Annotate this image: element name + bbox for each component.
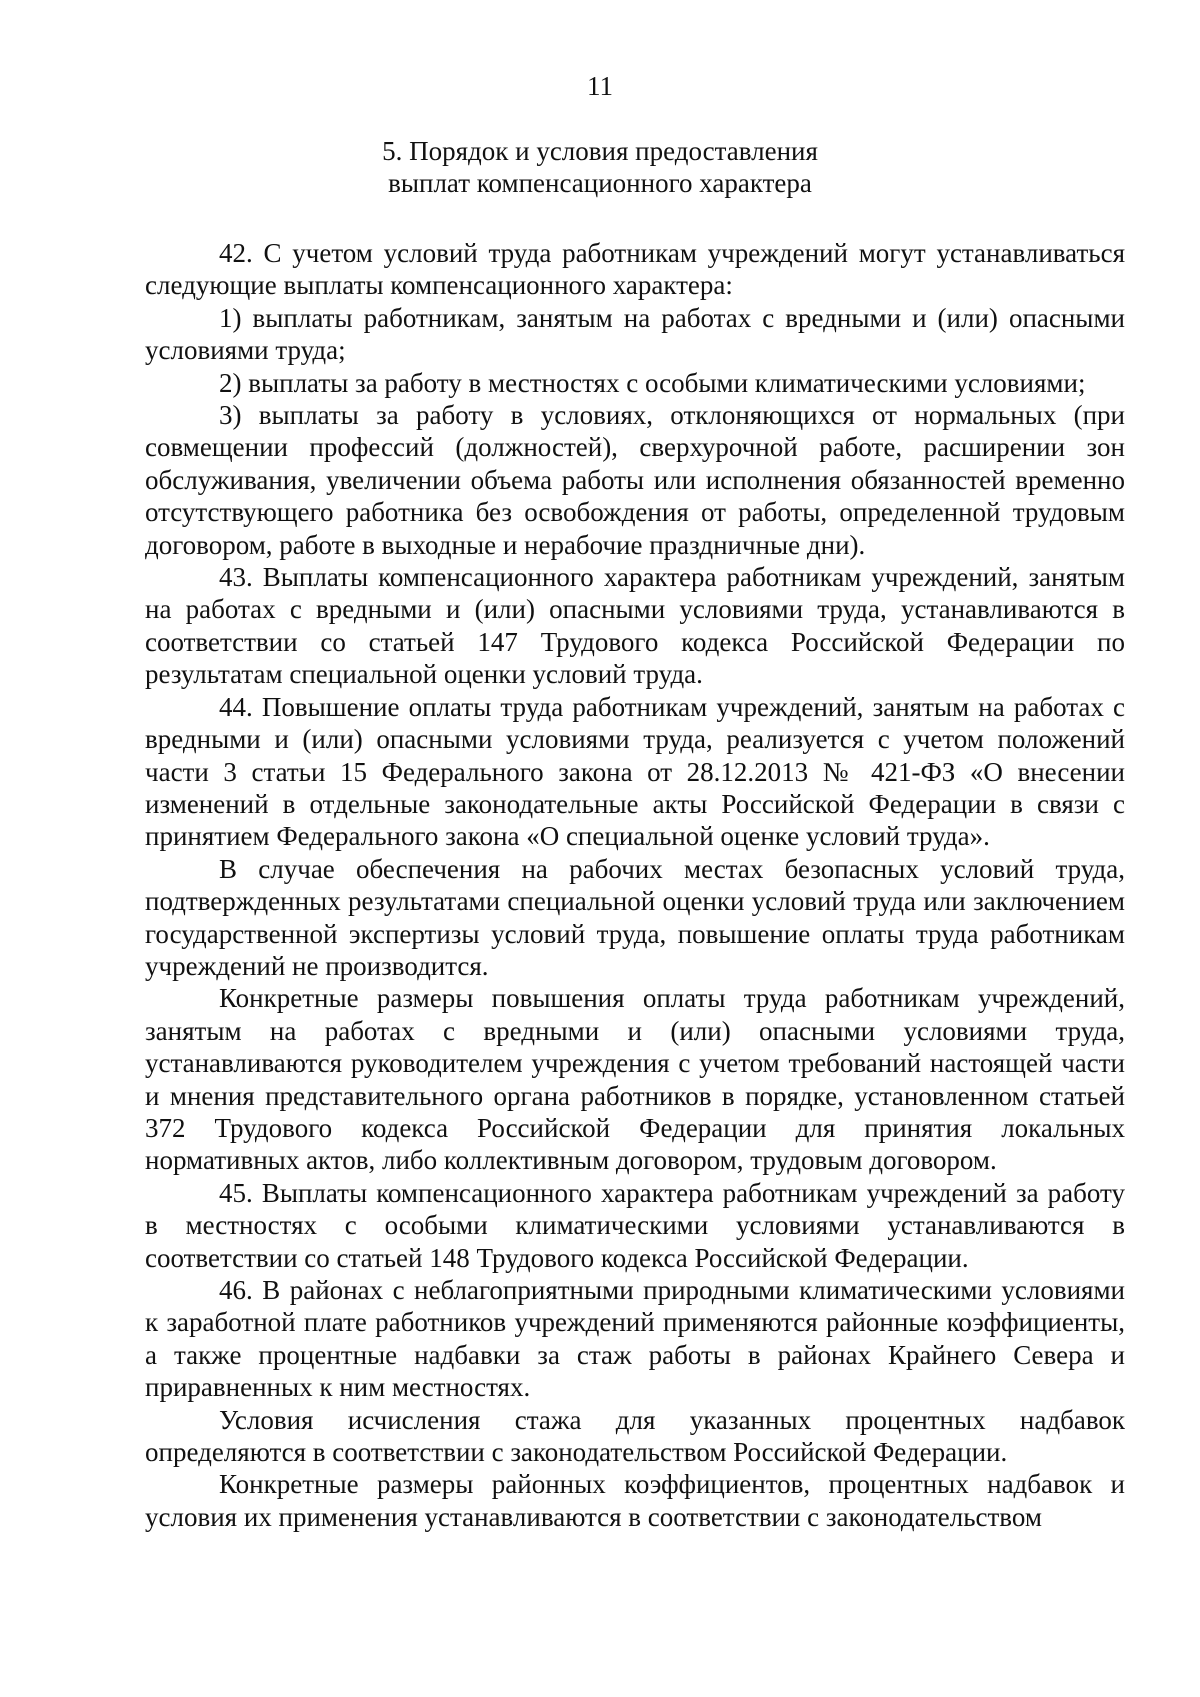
section-heading <box>0 135 1200 199</box>
paragraph-44-safe-conditions: В случае обеспечения на рабочих местах безопасных условий труда, подтвержденных результатами специальной оценки условий труда или заключением государственной экспертизы условий труда, повышение оплаты труда работникам учреждений не производится. <box>145 853 1125 981</box>
paragraph-42-item-1: 1) выплаты работникам, занятым на работах с вредными и (или) опасными условиями труда; <box>145 302 1125 366</box>
paragraph-46-seniority: Условия исчисления стажа для указанных процентных надбавок определяются в соответствии с законодательством Российской Федерации. <box>145 1404 1125 1468</box>
paragraph-45: 45. Выплаты компенсационного характера работникам учреждений за работу в местностях с особыми климатическими условиями устанавливаются в соответствии со статьей 148 Трудового кодекса Российской Федерации. <box>145 1177 1125 1273</box>
paragraph-43: 43. Выплаты компенсационного характера работникам учреждений, занятым на работах с вредными и (или) опасными условиями труда, устанавливаются в соответствии со статьей 147 Трудового кодекса Российской Федерации по результатам специальной оценки условий труда. <box>145 562 1125 690</box>
page-number: 11 <box>587 71 613 101</box>
document-body <box>145 237 1125 1533</box>
paragraph-44-specific-amounts: Конкретные размеры повышения оплаты труда работникам учреждений, занятым на работах с вредными и (или) опасными условиями труда, устанавливаются руководителем учреждения с учетом требований настоящей части и мнения представительного органа работников в порядке, установленном статьей 372 Трудового кодекса Российской Федерации для принятия локальных нормативных актов, либо коллективным договором, трудовым договором. <box>145 983 1125 1176</box>
section-title-line-2: выплат компенсационного характера <box>388 168 812 198</box>
paragraph-46-coefficients: Конкретные размеры районных коэффициентов, процентных надбавок и условия их применения устанавливаются в соответствии с законодательством <box>145 1469 1125 1532</box>
paragraph-42: 42. С учетом условий труда работникам учреждений могут устанавливаться следующие выплаты компенсационного характера: <box>145 238 1125 301</box>
paragraph-42-item-3: 3) выплаты за работу в условиях, отклоняющихся от нормальных (при совмещении профессий (должностей), сверхурочной работе, расширении зон обслуживания, увеличении объема работы или исполнения обязанностей временно отсутствующего работника без освобождения от работы, определенной трудовым договором, работе в выходные и нерабочие праздничные дни). <box>145 400 1125 560</box>
paragraph-46: 46. В районах с неблагоприятными природными климатическими условиями к заработной плате работников учреждений применяются районные коэффициенты, а также процентные надбавки за стаж работы в районах Крайнего Севера и приравненных к ним местностях. <box>145 1275 1125 1403</box>
paragraph-42-item-2: 2) выплаты за работу в местностях с особыми климатическими условиями; <box>219 367 1086 398</box>
section-title-line-1: 5. Порядок и условия предоставления <box>382 136 818 166</box>
paragraph-44: 44. Повышение оплаты труда работникам учреждений, занятым на работах с вредными и (или) опасными условиями труда, реализуется с учетом положений части 3 статьи 15 Федерального закона от 28.12.2013 № 421-ФЗ «О внесении изменений в отдельные законодательные акты Российской Федерации в связи с принятием Федерального закона «О специальной оценке условий труда». <box>145 691 1125 852</box>
